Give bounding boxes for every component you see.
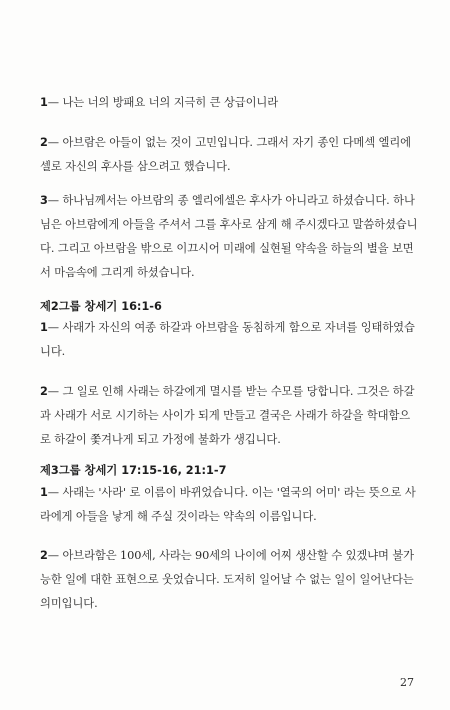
paragraph-text: 하나님께서는 아브람의 종 엘리에셀은 후사가 아니라고 하셨습니다. 하나님은 아브람에게 아들을 주셔서 그를 후사로 삼게 해 주시겠다고 말씀하셨습니다. 그리고 아브람을 밖으로 이끄시어 미래에 실현될 약속을 하늘의 별을 보면서 마음속에 그리게 하셨습니다. xyxy=(40,194,418,279)
item-number: 2 xyxy=(40,385,48,398)
page-number: 27 xyxy=(400,676,414,689)
paragraph-text: 나는 너의 방패요 너의 지극히 큰 상급이니라 xyxy=(58,96,279,109)
item-number: 3 xyxy=(40,194,48,207)
paragraph-text: 아브람은 아들이 없는 것이 고민입니다. 그래서 자기 종인 다메섹 엘리에셀로 자신의 후사를 삼으려고 했습니다. xyxy=(40,136,411,173)
item-number: 1 xyxy=(40,486,48,499)
dash: — xyxy=(47,385,59,398)
group-3-heading: 제3그룹 창세기 17:15-16, 21:1-7 xyxy=(40,464,227,477)
dash: — xyxy=(47,549,59,562)
dash: — xyxy=(47,486,59,499)
paragraph-text: 사래는 '사라' 로 이름이 바뀌었습니다. 이는 '열국의 어미' 라는 뜻으로 사라에게 아들을 낳게 해 주실 것이라는 약속의 이름입니다. xyxy=(40,486,416,523)
item-number: 1 xyxy=(40,96,48,109)
paragraph-7 xyxy=(40,544,418,616)
paragraph-text: 사래가 자신의 여종 하갈과 아브람을 동침하게 함으로 자녀를 잉태하였습니다. xyxy=(40,321,415,358)
dash: — xyxy=(47,321,59,334)
paragraph-text: 그 일로 인해 사래는 하갈에게 멸시를 받는 수모를 당합니다. 그것은 하갈과 사래가 서로 시기하는 사이가 되게 만들고 결국은 사래가 하갈을 학대함으로 하갈이 쫓겨나게 되고 가정에 불화가 생깁니다. xyxy=(40,385,415,446)
paragraph-5 xyxy=(40,380,418,452)
paragraph-1 xyxy=(40,91,418,115)
dash: — xyxy=(47,96,59,109)
group-2-heading: 제2그룹 창세기 16:1-6 xyxy=(40,300,162,313)
item-number: 2 xyxy=(40,136,48,149)
paragraph-6 xyxy=(40,481,418,529)
paragraph-3 xyxy=(40,189,418,285)
paragraph-4 xyxy=(40,316,418,364)
dash: — xyxy=(47,194,59,207)
item-number: 1 xyxy=(40,321,48,334)
paragraph-text: 아브라함은 100세, 사라는 90세의 나이에 어찌 생산할 수 있겠냐며 불가능한 일에 대한 표현으로 웃었습니다. 도저히 일어날 수 없는 일이 일어난다는 의미입니다. xyxy=(40,549,414,610)
item-number: 2 xyxy=(40,549,48,562)
dash: — xyxy=(47,136,59,149)
paragraph-2 xyxy=(40,131,418,179)
